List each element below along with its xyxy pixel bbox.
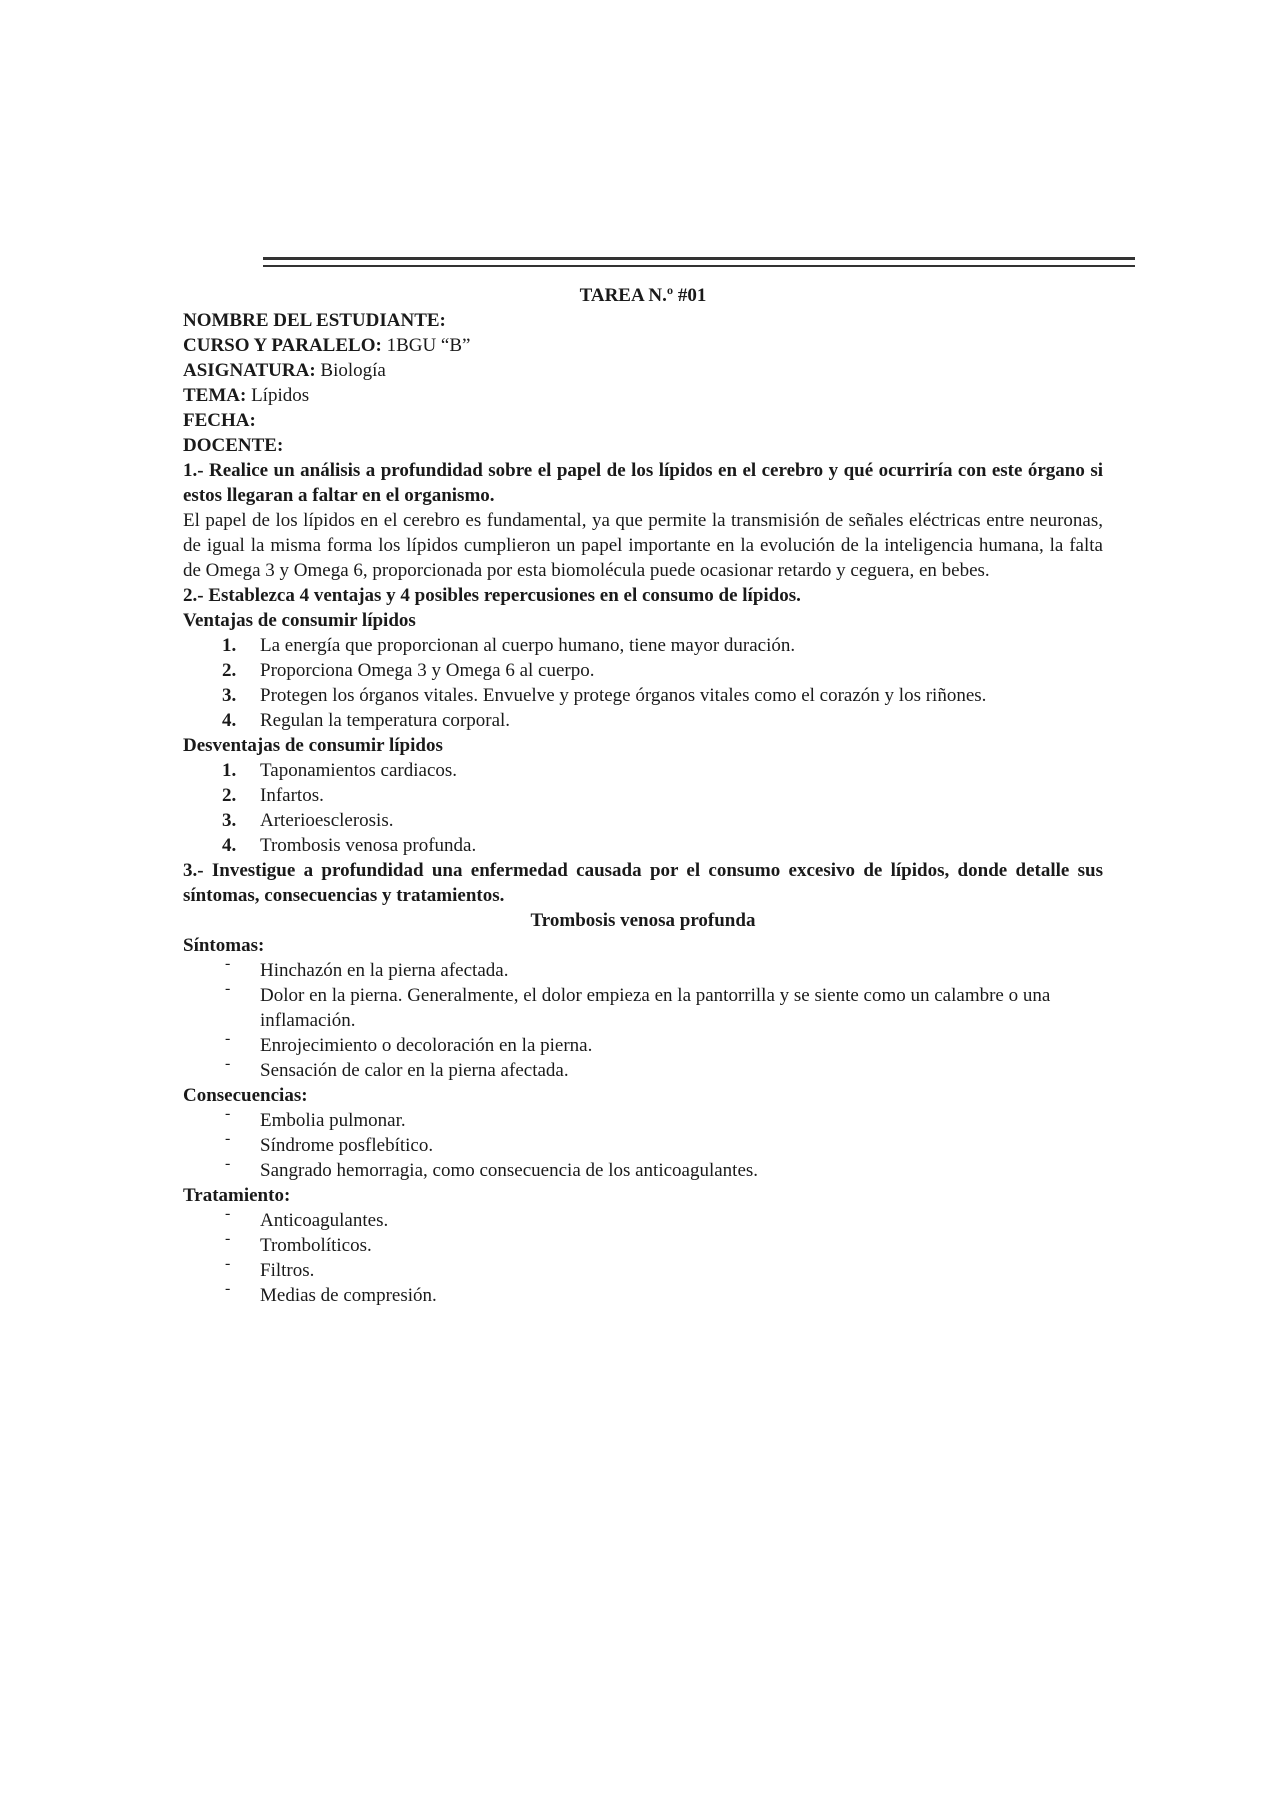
list-item <box>183 1130 1103 1158</box>
symptoms-list <box>183 955 1103 1083</box>
list-item-text: Trombosis venosa profunda. <box>260 835 477 856</box>
list-item <box>183 683 1103 708</box>
list-item <box>183 808 1103 833</box>
list-number: 1. <box>222 635 237 656</box>
list-item-text: Dolor en la pierna. Generalmente, el dolor empieza en la pantorrilla y se siente como un calambre o una inflamación. <box>260 985 1051 1031</box>
date-label: FECHA: <box>183 410 256 431</box>
list-item-text: Medias de compresión. <box>260 1285 437 1306</box>
list-item <box>183 1030 1103 1058</box>
disease-title: Trombosis venosa profunda <box>530 910 756 931</box>
teacher-row <box>183 433 1103 458</box>
list-number: 4. <box>222 710 237 731</box>
topic-label: TEMA: <box>183 385 247 406</box>
answer-1: El papel de los lípidos en el cerebro es fundamental, ya que permite la transmisión de señales eléctricas entre neuronas, de igual la misma forma los lípidos cumplieron un papel importante en la evolución de la inteligencia humana, la falta de Omega 3 y Omega 6, proporcionada por esta biomolécula puede ocasionar retardo y ceguera, en bebes. <box>183 510 1103 581</box>
advantages-title: Ventajas de consumir lípidos <box>183 610 416 631</box>
disadvantages-list <box>183 758 1103 858</box>
disadvantages-title: Desventajas de consumir lípidos <box>183 735 443 756</box>
teacher-label: DOCENTE: <box>183 435 284 456</box>
list-item-text: Síndrome posflebítico. <box>260 1135 434 1156</box>
list-item-text: Regulan la temperatura corporal. <box>260 710 511 731</box>
list-item-text: Anticoagulantes. <box>260 1210 389 1231</box>
document-body <box>183 283 1103 1308</box>
question-1: 1.- Realice un análisis a profundidad sobre el papel de los lípidos en el cerebro y qué ocurriría con este órgano si estos llegaran a faltar en el organismo. <box>183 460 1103 506</box>
dash-bullet: - <box>225 1055 231 1072</box>
list-item <box>183 1055 1103 1083</box>
list-number: 2. <box>222 660 237 681</box>
symptoms-title: Síntomas: <box>183 935 265 956</box>
date-row <box>183 408 1103 433</box>
header-rule-top <box>263 257 1135 260</box>
list-item-text: Trombolíticos. <box>260 1235 372 1256</box>
question-3: 3.- Investigue a profundidad una enfermedad causada por el consumo excesivo de lípidos, donde detalle sus síntomas, consecuencias y tratamientos. <box>183 860 1103 906</box>
course-label: CURSO Y PARALELO: <box>183 335 382 356</box>
list-item-text: Enrojecimiento o decoloración en la pierna. <box>260 1035 593 1056</box>
topic-row <box>183 383 1103 408</box>
subject-row <box>183 358 1103 383</box>
dash-bullet: - <box>225 955 231 972</box>
subject-value: Biología <box>315 360 386 381</box>
list-item-text: Sangrado hemorragia, como consecuencia de los anticoagulantes. <box>260 1160 759 1181</box>
list-number: 4. <box>222 835 237 856</box>
course-value: 1BGU “B” <box>381 335 471 356</box>
dash-bullet: - <box>225 1280 231 1297</box>
list-item-text: Infartos. <box>260 785 324 806</box>
student-name-row <box>183 308 1103 333</box>
dash-bullet: - <box>225 1230 231 1247</box>
list-item <box>183 1255 1103 1283</box>
list-item <box>183 833 1103 858</box>
list-item <box>183 783 1103 808</box>
dash-bullet: - <box>225 1255 231 1272</box>
list-number: 3. <box>222 810 237 831</box>
dash-bullet: - <box>225 980 231 997</box>
list-item-text: Filtros. <box>260 1260 315 1281</box>
list-item-text: Hinchazón en la pierna afectada. <box>260 960 509 981</box>
list-number: 1. <box>222 760 237 781</box>
advantages-list <box>183 633 1103 733</box>
list-item <box>183 1230 1103 1258</box>
dash-bullet: - <box>225 1130 231 1147</box>
list-item <box>183 708 1103 733</box>
question-2: 2.- Establezca 4 ventajas y 4 posibles repercusiones en el consumo de lípidos. <box>183 585 801 606</box>
list-item-text: La energía que proporcionan al cuerpo humano, tiene mayor duración. <box>260 635 796 656</box>
list-item-text: Sensación de calor en la pierna afectada. <box>260 1060 569 1081</box>
list-number: 2. <box>222 785 237 806</box>
treatment-list <box>183 1205 1103 1308</box>
list-item-text: Embolia pulmonar. <box>260 1110 406 1131</box>
dash-bullet: - <box>225 1105 231 1122</box>
list-item <box>183 658 1103 683</box>
course-row <box>183 333 1103 358</box>
list-item <box>183 1155 1103 1183</box>
page-title: TAREA N.º #01 <box>579 285 707 306</box>
list-item <box>183 633 1103 658</box>
dash-bullet: - <box>225 1155 231 1172</box>
list-item <box>183 1205 1103 1233</box>
subject-label: ASIGNATURA: <box>183 360 316 381</box>
dash-bullet: - <box>225 1030 231 1047</box>
dash-bullet: - <box>225 1205 231 1222</box>
header-rule-bottom <box>263 265 1135 267</box>
student-name-label: NOMBRE DEL ESTUDIANTE: <box>183 310 446 331</box>
list-number: 3. <box>222 685 237 706</box>
treatment-title: Tratamiento: <box>183 1185 291 1206</box>
list-item-text: Protegen los órganos vitales. Envuelve y protege órganos vitales como el corazón y los riñones. <box>260 685 987 706</box>
topic-value: Lípidos <box>246 385 310 406</box>
consequences-list <box>183 1105 1103 1183</box>
consequences-title: Consecuencias: <box>183 1085 308 1106</box>
list-item <box>183 1280 1103 1308</box>
list-item <box>183 980 1103 1033</box>
list-item-text: Taponamientos cardiacos. <box>260 760 458 781</box>
list-item-text: Proporciona Omega 3 y Omega 6 al cuerpo. <box>260 660 595 681</box>
list-item <box>183 955 1103 983</box>
list-item <box>183 1105 1103 1133</box>
list-item <box>183 758 1103 783</box>
list-item-text: Arterioesclerosis. <box>260 810 394 831</box>
